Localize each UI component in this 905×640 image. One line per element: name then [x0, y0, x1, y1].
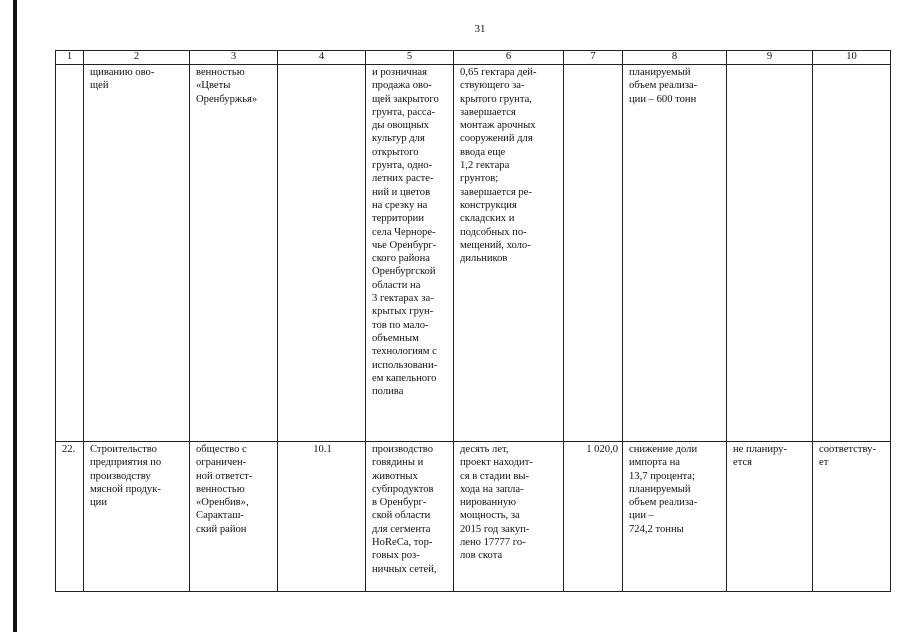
- cell-status: 0,65 гектара дей- ствующего за- крытого грунта, завершается монтаж арочных сооружений для ввода еще 1,2 гектара грунтов; завершается ре- конструкция складских и подсобных по- мещений, холо- дильников: [454, 65, 564, 442]
- cell-amount: [564, 65, 623, 442]
- cell-organization: общество с ограничен- ной ответст- венностью «Оренбив», Саракташ- ский район: [190, 442, 278, 592]
- column-header-4: 4: [278, 51, 366, 65]
- page-number: 31: [474, 23, 486, 35]
- cell-description: и розничная продажа ово- щей закрытого грунта, расса- ды овощных культур для открытого грунта, одно- летних расте- ний и цветов на срезку на территории села Черноре- чье Оренбург- ского района Оренбургской области на 3 гектарах за- крытых грун- тов по мало- объемным технологиям с использовани- ем капельного полива: [366, 65, 454, 442]
- data-table: [55, 50, 891, 592]
- column-header-9: 9: [727, 51, 813, 65]
- cell-code: 10.1: [278, 442, 366, 592]
- cell-organization: венностью «Цветы Оренбуржья»: [190, 65, 278, 442]
- column-header-2: 2: [84, 51, 190, 65]
- column-header-8: 8: [623, 51, 727, 65]
- cell-code: [278, 65, 366, 442]
- column-header-1: 1: [56, 51, 84, 65]
- cell-result: снижение доли импорта на 13,7 процента; планируемый объем реализа- ции – 724,2 тонны: [623, 442, 727, 592]
- cell-project-name: Строительство предприятия по производству мясной продук- ции: [84, 442, 190, 592]
- binding-edge: [13, 0, 17, 632]
- cell-number: [56, 65, 84, 442]
- table-row: [56, 442, 891, 592]
- table-row: [56, 65, 891, 442]
- column-header-5: 5: [366, 51, 454, 65]
- cell-description: производство говядины и животных субпродуктов в Оренбург- ской области для сегмента HoReCa, тор- говых роз- ничных сетей,: [366, 442, 454, 592]
- cell-amount: 1 020,0: [564, 442, 623, 592]
- cell-compliance: [813, 65, 891, 442]
- cell-support: [727, 65, 813, 442]
- column-header-6: 6: [454, 51, 564, 65]
- cell-support: не планиру- ется: [727, 442, 813, 592]
- column-header-7: 7: [564, 51, 623, 65]
- cell-number: 22.: [56, 442, 84, 592]
- cell-compliance: соответству- ет: [813, 442, 891, 592]
- column-header-3: 3: [190, 51, 278, 65]
- cell-project-name: щиванию ово- щей: [84, 65, 190, 442]
- column-number-row: [56, 51, 891, 65]
- cell-result: планируемый объем реализа- ции – 600 тонн: [623, 65, 727, 442]
- column-header-10: 10: [813, 51, 891, 65]
- cell-status: десять лет, проект находит- ся в стадии вы- хода на запла- нированную мощность, за 2015 год закуп- лено 17777 го- лов скота: [454, 442, 564, 592]
